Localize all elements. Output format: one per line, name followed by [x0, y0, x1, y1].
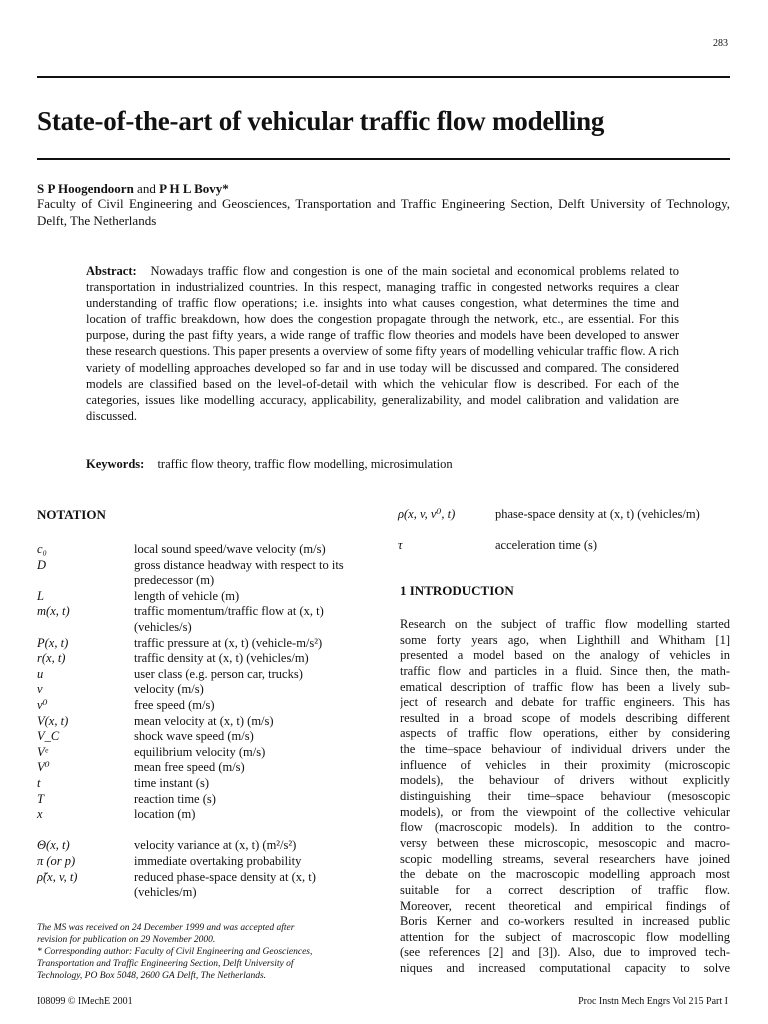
notation-symbol: ρ̃(x, v, t)	[37, 869, 78, 884]
notation-symbol: P(x, t)	[37, 635, 69, 650]
footnote-line: The MS was received on 24 December 1999 and was accepted after	[37, 923, 295, 933]
intro-line: traffic flow and particles in a fluid. Since then, the math-	[400, 663, 730, 678]
intro-line: (see references [2] and [3]). Also, due to improved tech-	[400, 945, 730, 960]
keywords-label: Keywords:	[86, 457, 145, 471]
intro-line: ematical description of traffic flow has been a lively sub-	[400, 679, 730, 694]
intro-line: flow (macroscopic models). In addition to the contro-	[400, 820, 730, 835]
intro-line: resulted in a broad scope of models describing different	[400, 710, 730, 725]
notation-description: time instant (s)	[134, 776, 209, 790]
notation-symbol: m(x, t)	[37, 604, 70, 619]
author-first: S P Hoogendoorn	[37, 181, 134, 196]
notation-description: gross distance headway with respect to its predecessor (m)	[134, 557, 344, 588]
intro-line: Research on the subject of traffic flow modelling started	[400, 617, 730, 631]
notation-description: length of vehicle (m)	[134, 588, 240, 603]
notation-symbol: v⁰	[37, 698, 48, 712]
author-and: and	[137, 181, 156, 196]
notation-description: phase-space density at (x, t) (vehicles/m)	[495, 507, 700, 521]
affiliation: Faculty of Civil Engineering and Geosciences, Transportation and Traffic Engineering Section, Delft University of Technology, Delft, The Netherlands	[37, 196, 730, 228]
intro-line: versy between these microscopic, mesoscopic and macro-	[400, 835, 730, 850]
intro-line: the debate on the macroscopic modelling approach most	[400, 867, 730, 882]
footnote-line: Technology, PO Box 5048, 2600 GA Delft, The Netherlands.	[37, 971, 267, 981]
notation-description: location (m)	[134, 807, 196, 822]
notation-symbol: T	[37, 791, 44, 806]
intro-line: scopic modelling streams, several researchers have joined	[400, 851, 730, 866]
notation-description: immediate overtaking probability	[134, 854, 302, 868]
notation-symbol: u	[37, 666, 44, 681]
notation-description: reduced phase-space density at (x, t) (vehicles/m)	[134, 869, 316, 900]
page-number: 283	[713, 38, 728, 49]
notation-symbol: c₀	[37, 542, 47, 556]
author-second: P H L Bovy*	[159, 181, 229, 196]
notation-symbol: v	[37, 682, 43, 697]
notation-description: traffic density at (x, t) (vehicles/m)	[134, 651, 309, 666]
intro-line: models), or from the viewpoint of the collective vehicular	[400, 804, 730, 819]
notation-symbol: r(x, t)	[37, 651, 66, 666]
notation-symbol: V(x, t)	[37, 713, 69, 728]
intro-line: ject of research and debate for traffic engineers. This has	[400, 695, 730, 710]
notation-description: local sound speed/wave velocity (m/s)	[134, 542, 326, 556]
intro-line: niques and increased computational capacity to solve	[400, 961, 730, 976]
intro-line: the time–space behaviour of individual drivers under the	[400, 742, 730, 757]
keywords	[86, 457, 453, 472]
keywords-text: traffic flow theory, traffic flow modelling, microsimulation	[157, 457, 453, 471]
footnote	[37, 922, 367, 982]
intro-line: Moreover, recent theoretical and empirical findings of	[400, 898, 730, 913]
notation-symbol: V⁰	[37, 760, 50, 775]
notation-description: mean free speed (m/s)	[134, 760, 245, 775]
top-rule	[37, 76, 730, 78]
notation-symbol: t	[37, 776, 41, 790]
notation-heading: NOTATION	[37, 507, 106, 522]
notation-symbol: ρ(x, v, v⁰, t)	[398, 507, 456, 521]
title-rule	[37, 158, 730, 160]
notation-description: acceleration time (s)	[495, 538, 598, 553]
intro-line: influence of vehicles in their proximity (microscopic	[400, 757, 730, 772]
abstract-label: Abstract:	[86, 264, 137, 278]
notation-symbol: D	[37, 557, 47, 572]
notation-symbol: Θ(x, t)	[37, 838, 70, 853]
intro-line: aspects of traffic flow operations, either by considering	[400, 726, 730, 741]
notation-description: shock wave speed (m/s)	[134, 729, 254, 744]
notation-description: reaction time (s)	[134, 791, 216, 806]
notation-description: velocity (m/s)	[134, 682, 204, 697]
intro-line: Boris Kerner and co-workers resulted in increased public	[400, 914, 730, 929]
introduction-heading: 1 INTRODUCTION	[400, 583, 514, 598]
notation-description: equilibrium velocity (m/s)	[134, 744, 266, 759]
notation-description: free speed (m/s)	[134, 698, 215, 712]
notation-symbol: x	[37, 807, 43, 822]
intro-line: presented a model based on the analogy of vehicles in	[400, 648, 730, 663]
notation-symbol: L	[37, 588, 44, 603]
footer-paper-id: I08099 © IMechE 2001	[37, 996, 133, 1007]
notation-symbol: Vᵉ	[37, 744, 48, 759]
abstract	[86, 263, 679, 424]
notation-symbol: π (or p)	[37, 854, 76, 868]
notation-description: mean velocity at (x, t) (m/s)	[134, 713, 274, 728]
notation-symbol: τ	[398, 538, 403, 553]
intro-line: attention for the subject of macroscopic flow modelling	[400, 929, 730, 944]
abstract-text: Nowadays traffic flow and congestion is one of the main societal and economical problems related to transportation in industrialized countries. In this respect, managing traffic in congested networks requires a clear understanding of traffic flow operations; i.e. insights into what causes congestion, what determines the time and location of traffic breakdown, how does the congestion propagate through the network, etc., are essential. For this purpose, during the past fifty years, a wide range of traffic flow theories and models have been developed to answer these research questions. This paper presents a overview of some fifty years of modelling vehicular traffic flow. A rich variety of modelling approaches developed so far and in use today will be discussed and compared. The considered models are classified based on the level-of-detail with which the vehicular flow is described. For each of the categories, issues like modelling accuracy, applicability, generalizability, and model calibration and validation are discussed.	[86, 264, 679, 423]
intro-line: distinguishing their time–space behaviour (mesoscopic	[400, 789, 730, 804]
introduction-body	[400, 617, 730, 977]
footnote-line: revision for publication on 29 November 2000.	[37, 935, 216, 945]
notation-description: traffic momentum/traffic flow at (x, t) (vehicles/s)	[134, 604, 324, 634]
notation-symbol: V_C	[37, 729, 60, 744]
footnote-line: Transportation and Traffic Engineering Section, Delft University of	[37, 959, 294, 969]
intro-line: some forty years ago, when Lighthill and Whitham [1]	[400, 632, 730, 647]
intro-line: suitable for a correct description of traffic flow.	[400, 882, 730, 897]
intro-line: models), the behaviour of drivers without explicitly	[400, 773, 730, 788]
footnote-line: * Corresponding author: Faculty of Civil Engineering and Geosciences,	[37, 947, 313, 957]
notation-description: velocity variance at (x, t) (m²/s²)	[134, 838, 297, 853]
paper-title: State-of-the-art of vehicular traffic flow modelling	[37, 106, 605, 136]
footer-journal: Proc Instn Mech Engrs Vol 215 Part I	[578, 996, 728, 1007]
notation-description: user class (e.g. person car, trucks)	[134, 666, 303, 681]
notation-description: traffic pressure at (x, t) (vehicle-m/s²)	[134, 635, 323, 650]
